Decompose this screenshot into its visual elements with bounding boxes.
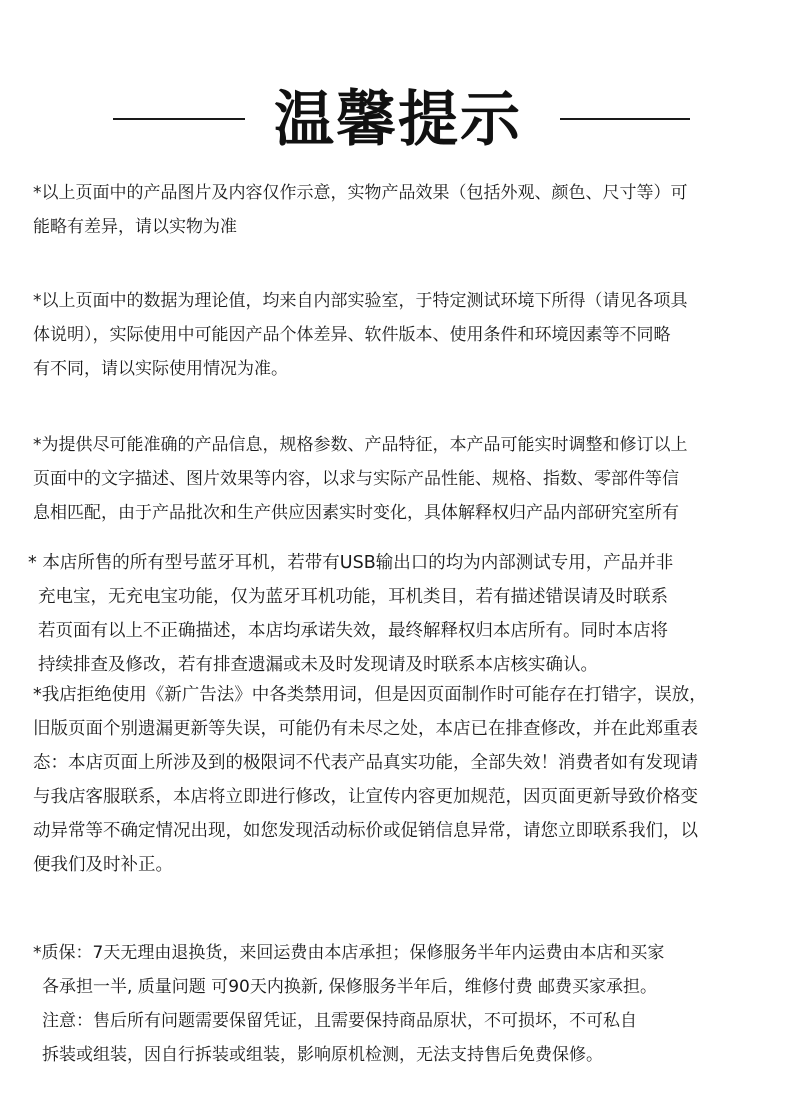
- notice-line: 能略有差异，请以实物为准: [33, 217, 237, 237]
- notice-line: 页面中的文字描述、图片效果等内容，以求与实际产品性能、规格、指数、零部件等信: [33, 469, 679, 489]
- notice-line: 态：本店页面上所涉及到的极限词不代表产品真实功能，全部失效！消费者如有发现请: [33, 753, 698, 773]
- notice-line: 体说明），实际使用中可能因产品个体差异、软件版本、使用条件和环境因素等不同略: [33, 325, 671, 345]
- notice-line: * 本店所售的所有型号蓝牙耳机，若带有USB输出口的均为内部测试专用，产品并非: [28, 553, 674, 573]
- title-row: [0, 80, 790, 160]
- title-left-rule: [113, 118, 245, 120]
- title-right-rule: [560, 118, 690, 120]
- notice-line: 持续排查及修改，若有排查遗漏或未及时发现请及时联系本店核实确认。: [38, 655, 598, 675]
- notice-advertising-law: [33, 678, 763, 882]
- notice-line: *为提供尽可能准确的产品信息，规格参数、产品特征，本产品可能实时调整和修订以上: [33, 435, 688, 455]
- notice-line: 与我店客服联系，本店将立即进行修改，让宣传内容更加规范，因页面更新导致价格变: [33, 787, 698, 807]
- notice-line: *我店拒绝使用《新广告法》中各类禁用词，但是因页面制作时可能存在打错字，误放，: [33, 685, 707, 705]
- notice-bluetooth-earphones: [28, 546, 763, 682]
- notice-lab-data: [33, 284, 763, 386]
- notice-line: 便我们及时补正。: [33, 855, 173, 875]
- notice-line: 拆装或组装，因自行拆装或组装，影响原机检测，无法支持售后免费保修。: [42, 1045, 603, 1065]
- notice-line: *以上页面中的产品图片及内容仅作示意，实物产品效果（包括外观、颜色、尺寸等）可: [33, 183, 688, 203]
- notice-line: 旧版页面个别遗漏更新等失误，可能仍有未尽之处，本店已在排查修改，并在此郑重表: [33, 719, 698, 739]
- notice-line: 注意：售后所有问题需要保留凭证，且需要保持商品原状，不可损坏，不可私自: [42, 1011, 637, 1031]
- notice-line: *以上页面中的数据为理论值，均来自内部实验室，于特定测试环境下所得（请见各项具: [33, 291, 688, 311]
- notice-warranty: [33, 936, 763, 1072]
- notice-line: *质保：7天无理由退换货，来回运费由本店承担；保修服务半年内运费由本店和买家: [33, 943, 665, 963]
- page-title: 温馨提示: [274, 85, 522, 155]
- notice-line: 若页面有以上不正确描述，本店均承诺失效，最终解释权归本店所有。同时本店将: [38, 621, 668, 641]
- notice-line: 充电宝，无充电宝功能，仅为蓝牙耳机功能，耳机类目，若有描述错误请及时联系: [38, 587, 668, 607]
- notice-line: 各承担一半, 质量问题 可90天内换新, 保修服务半年后，维修付费 邮费买家承担。: [42, 977, 658, 997]
- notice-line: 息相匹配，由于产品批次和生产供应因素实时变化，具体解释权归产品内部研究室所有: [33, 503, 679, 523]
- notice-line: 有不同，请以实际使用情况为准。: [33, 359, 288, 379]
- notice-product-info: [33, 428, 763, 530]
- notice-product-images: [33, 176, 763, 244]
- notice-line: 动异常等不确定情况出现，如您发现活动标价或促销信息异常，请您立即联系我们，以: [33, 821, 698, 841]
